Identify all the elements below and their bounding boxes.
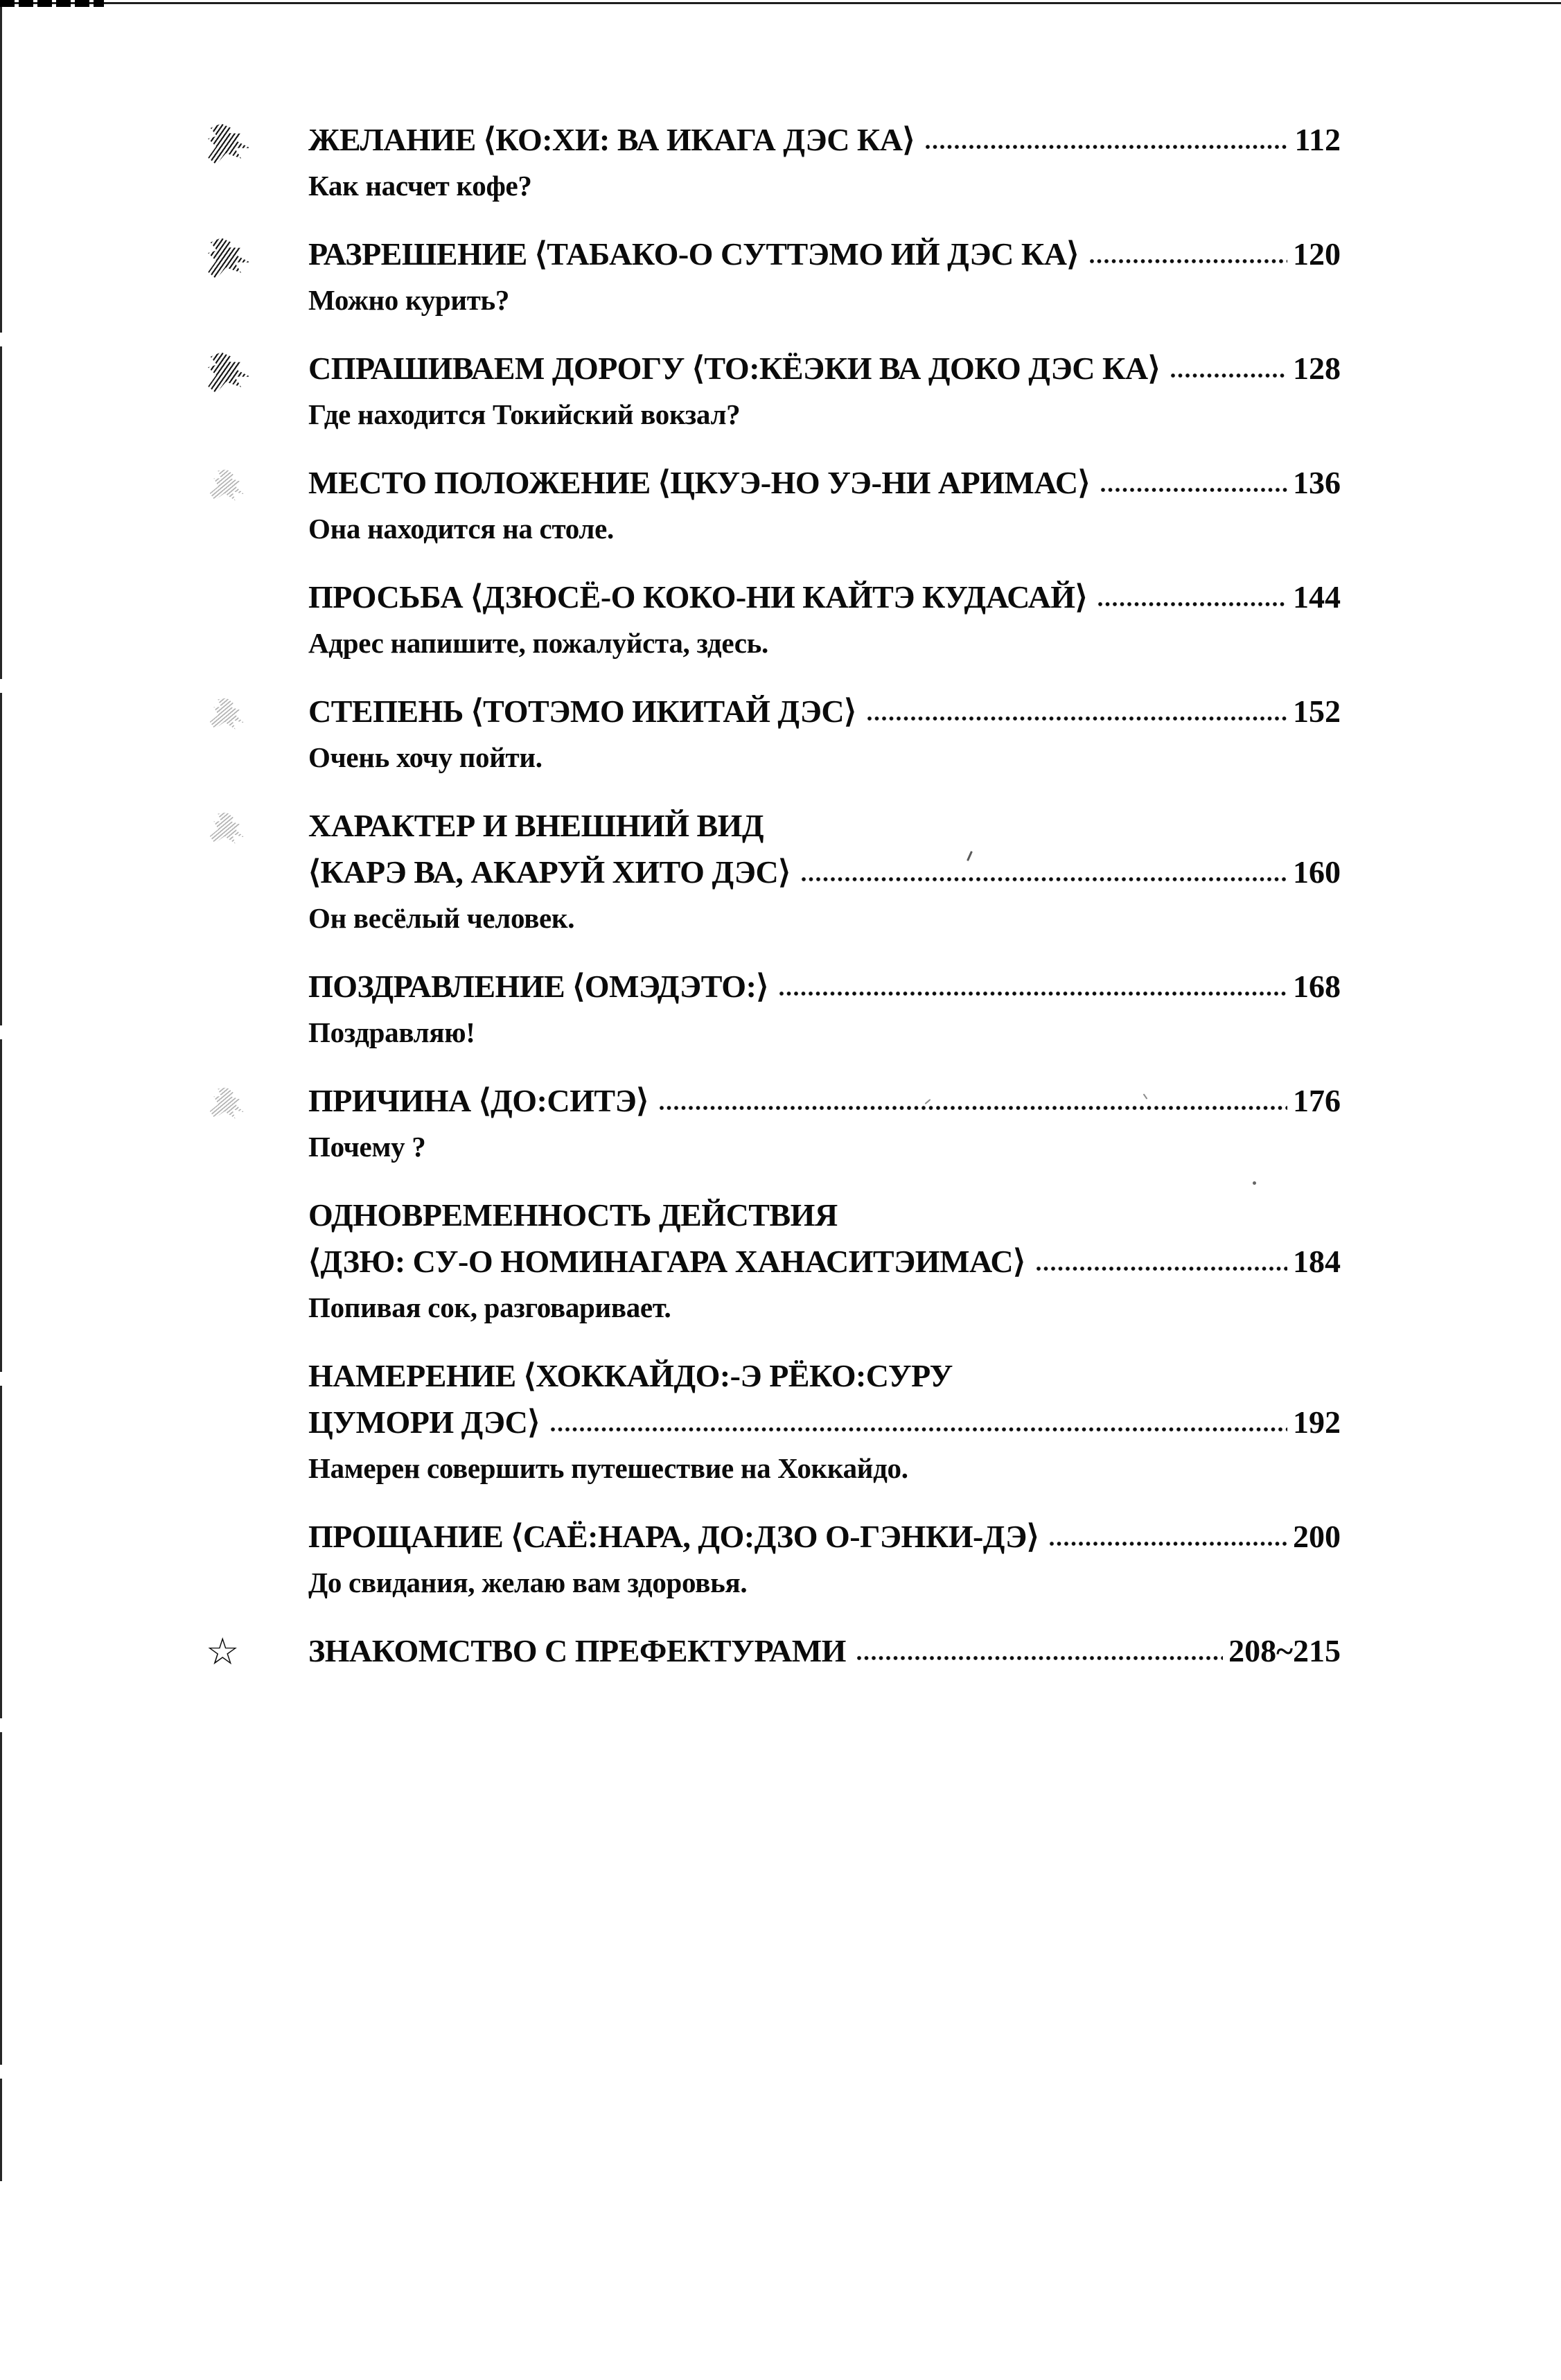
toc-title-line	[308, 116, 1341, 163]
toc-title-line	[308, 1238, 1341, 1285]
toc-entry	[308, 1192, 1341, 1331]
toc-subtitle: Поздравляю!	[308, 1016, 475, 1048]
dot-leader	[1100, 486, 1287, 493]
page-number: 168	[1293, 969, 1341, 1004]
ink-smudge-icon	[208, 695, 249, 734]
toc-subtitle: Намерен совершить путешествие на Хоккайдо.	[308, 1452, 908, 1484]
title-text: ЗНАКОМСТВО С ПРЕФЕКТУРАМИ	[308, 1633, 846, 1668]
toc-entry-lines	[308, 802, 1341, 942]
page-number: 152	[1293, 694, 1341, 729]
page-number: 128	[1293, 351, 1341, 386]
dot-leader	[1088, 258, 1287, 265]
dot-leader	[1048, 1540, 1287, 1547]
toc-entry	[308, 574, 1341, 667]
toc-entry	[308, 802, 1341, 942]
toc-subtitle: Можно курить?	[308, 284, 510, 316]
toc-title-line	[308, 1192, 1341, 1238]
title-text: ПРИЧИНА ⟨ДО:СИТЭ⟩	[308, 1083, 649, 1118]
toc-entry	[308, 459, 1341, 552]
title-text: СТЕПЕНЬ ⟨ТОТЭМО ИКИТАЙ ДЭС⟩	[308, 694, 856, 729]
toc-entry	[308, 116, 1341, 209]
toc-subtitle: Он весёлый человек.	[308, 902, 575, 934]
toc-subtitle: Очень хочу пойти.	[308, 741, 543, 773]
ink-smudge-icon	[204, 120, 254, 168]
toc-title-line	[308, 459, 1341, 506]
ink-smudge-icon	[208, 466, 249, 506]
toc-entry-lines	[308, 1077, 1341, 1170]
corner-ink-mark	[0, 0, 104, 7]
dot-leader	[866, 715, 1287, 722]
title-text: ПОЗДРАВЛЕНИЕ ⟨ОМЭДЭТО:⟩	[308, 969, 768, 1004]
page-number: 184	[1293, 1244, 1341, 1279]
toc-entry	[308, 963, 1341, 1056]
title-text: МЕСТО ПОЛОЖЕНИЕ ⟨ЦКУЭ-НО УЭ-НИ АРИМАС⟩	[308, 465, 1090, 500]
toc-entry-lines	[308, 1628, 1341, 1674]
toc-title-line	[308, 963, 1341, 1010]
page-border-left	[0, 0, 2, 2181]
dot-leader	[1035, 1265, 1287, 1272]
title-text: ОДНОВРЕМЕННОСТЬ ДЕЙСТВИЯ	[308, 1197, 838, 1233]
page-number: 136	[1293, 465, 1341, 500]
toc-title-line	[308, 574, 1341, 620]
ink-smudge-icon	[208, 1084, 249, 1124]
page-border-top	[0, 2, 1561, 4]
toc-title-line	[308, 1628, 1341, 1674]
page-number: 208~215	[1228, 1633, 1341, 1668]
ink-smudge-icon	[208, 809, 249, 849]
toc-subtitle: Почему ?	[308, 1131, 426, 1163]
toc-entry	[308, 1513, 1341, 1606]
toc-subtitle: Адрес напишите, пожалуйста, здесь.	[308, 627, 768, 659]
page-number: 192	[1293, 1404, 1341, 1440]
star-icon: ☆	[206, 1631, 240, 1673]
title-text: ПРОСЬБА ⟨ДЗЮСЁ-О КОКО-НИ КАЙТЭ КУДАСАЙ⟩	[308, 579, 1088, 615]
title-text: СПРАШИВАЕМ ДОРОГУ ⟨ТО:КЁЭКИ ВА ДОКО ДЭС КА⟩	[308, 351, 1161, 386]
toc-list	[206, 116, 1341, 1695]
toc-entry-lines	[308, 688, 1341, 781]
dot-leader	[1170, 372, 1287, 379]
toc-title-line	[308, 688, 1341, 734]
dot-leader	[778, 990, 1287, 997]
dot-leader	[658, 1104, 1287, 1111]
toc-title-line	[308, 1399, 1341, 1445]
toc-subtitle: Как насчет кофе?	[308, 170, 532, 202]
toc-entry-lines	[308, 1513, 1341, 1606]
title-text: НАМЕРЕНИЕ ⟨ХОККАЙДО:-Э РЁКО:СУРУ	[308, 1358, 953, 1393]
toc-entry	[308, 345, 1341, 438]
toc-entry-lines	[308, 231, 1341, 324]
page-number: 120	[1293, 236, 1341, 272]
toc-entry-lines	[308, 345, 1341, 438]
toc-entry-lines	[308, 963, 1341, 1056]
toc-entry	[308, 231, 1341, 324]
title-text: ⟨КАРЭ ВА, АКАРУЙ ХИТО ДЭС⟩	[308, 854, 791, 890]
title-text: РАЗРЕШЕНИЕ ⟨ТАБАКО-О СУТТЭМО ИЙ ДЭС КА⟩	[308, 236, 1079, 272]
title-text: ЦУМОРИ ДЭС⟩	[308, 1404, 540, 1440]
toc-title-line	[308, 231, 1341, 277]
toc-title-line	[308, 802, 1341, 849]
ink-smudge-icon	[204, 349, 254, 396]
toc-title-line	[308, 1513, 1341, 1560]
toc-entry	[206, 1628, 1341, 1674]
toc-entry	[308, 1352, 1341, 1492]
title-text: ЖЕЛАНИЕ ⟨КО:ХИ: ВА ИКАГА ДЭС КА⟩	[308, 122, 915, 157]
title-text: ПРОЩАНИЕ ⟨САЁ:НАРА, ДО:ДЗО О-ГЭНКИ-ДЭ⟩	[308, 1519, 1039, 1554]
toc-title-line	[308, 1077, 1341, 1124]
toc-entry-lines	[308, 574, 1341, 667]
dot-leader	[549, 1426, 1287, 1433]
toc-entry	[308, 1077, 1341, 1170]
toc-title-line	[308, 345, 1341, 391]
page-number: 200	[1293, 1519, 1341, 1554]
dot-leader	[800, 876, 1287, 883]
toc-title-line	[308, 1352, 1341, 1399]
toc-subtitle: Она находится на столе.	[308, 513, 614, 545]
dot-leader	[856, 1655, 1223, 1661]
toc-title-line	[308, 849, 1341, 895]
toc-entry-lines	[308, 1352, 1341, 1492]
page-number: 160	[1293, 854, 1341, 890]
toc-entry-lines	[308, 116, 1341, 209]
toc-subtitle: До свидания, желаю вам здоровья.	[308, 1567, 748, 1598]
toc-entry-lines	[308, 459, 1341, 552]
title-text: ХАРАКТЕР И ВНЕШНИЙ ВИД	[308, 808, 764, 843]
title-text: ⟨ДЗЮ: СУ-О НОМИНАГАРА ХАНАСИТЭИМАС⟩	[308, 1244, 1025, 1279]
toc-entry-lines	[308, 1192, 1341, 1331]
toc-subtitle: Где находится Токийский вокзал?	[308, 398, 741, 430]
page-number: 112	[1294, 122, 1341, 157]
dot-leader	[1097, 601, 1287, 608]
toc-entry	[308, 688, 1341, 781]
page-number: 176	[1293, 1083, 1341, 1118]
dot-leader	[924, 143, 1289, 150]
toc-subtitle: Попивая сок, разговаривает.	[308, 1292, 671, 1323]
ink-smudge-icon	[204, 234, 254, 282]
page-number: 144	[1293, 579, 1341, 615]
